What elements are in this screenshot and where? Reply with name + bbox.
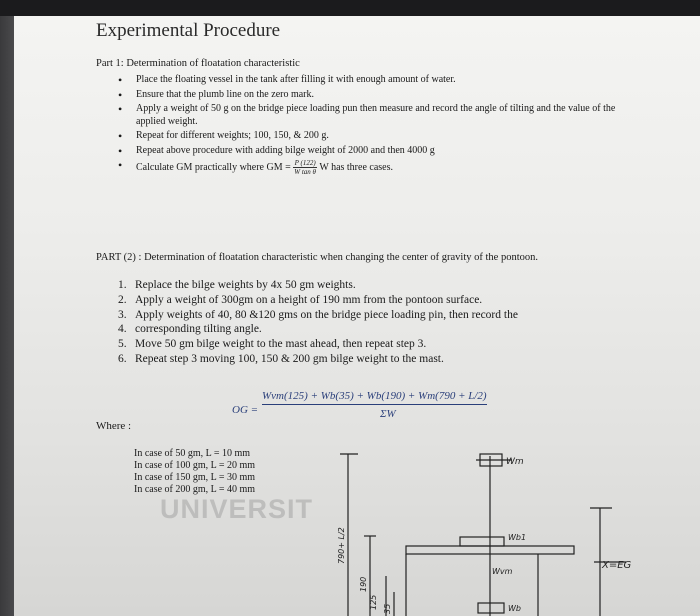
list-item: 1. Replace the bilge weights by 4x 50 gm weights. (118, 279, 356, 291)
sketch-label: 125 (369, 594, 378, 610)
gm-suffix: W has three cases. (319, 161, 393, 173)
formula-lhs: OG = (232, 404, 259, 416)
gm-numerator: P (122) (294, 159, 316, 167)
list-item: 6. Repeat step 3 moving 100, 150 & 200 gm bilge weight to the mast. (118, 352, 444, 365)
sketch-label: X=EG (602, 560, 632, 571)
document-page (14, 16, 700, 616)
top-bar (0, 0, 700, 16)
where-label: Where : (96, 420, 132, 432)
wb1-box (460, 537, 504, 546)
list-item: 4. corresponding tilting angle. (118, 323, 262, 336)
sketch-label: 35 (383, 603, 392, 614)
part2-heading: PART (2) : Determination of floatation characteristic when changing the center of gravity of the pontoon. (96, 252, 538, 263)
sketch-label: Wb (508, 604, 521, 613)
case-item: In case of 150 gm, L = 30 mm (134, 472, 256, 483)
list-item: • Apply a weight of 50 g on the bridge piece loading pun then measure and record the angle of tilting and the value of the applied weight. (118, 103, 638, 128)
pontoon-sketch (14, 16, 700, 616)
formula-denominator: ΣW (380, 408, 396, 420)
case-item: In case of 100 gm, L = 20 mm (134, 460, 256, 471)
left-edge (0, 16, 14, 616)
sketch-label: Wm (506, 457, 524, 467)
list-item: • Repeat for different weights; 100, 150, & 200 g. (118, 130, 638, 143)
sketch-label: Wb1 (508, 533, 527, 542)
sketch-label: Wvm (492, 567, 513, 576)
list-item: • Repeat above procedure with adding bilge weight of 2000 and then 4000 g (118, 145, 638, 158)
list-item: • Place the floating vessel in the tank after filling it with enough amount of water. (118, 74, 638, 87)
list-item: • Ensure that the plumb line on the zero mark. (118, 89, 638, 102)
list-item: 5. Move 50 gm bilge weight to the mast ahead, then repeat step 3. (118, 338, 427, 351)
part1-heading: Part 1: Determination of floatation characteristic (96, 58, 300, 69)
case-item: In case of 200 gm, L = 40 mm (134, 484, 256, 495)
page-title: Experimental Procedure (96, 20, 281, 41)
sketch-label: 190 (359, 576, 368, 592)
list-item: 2. Apply a weight of 300gm on a height of 190 mm from the pontoon surface. (118, 293, 483, 306)
watermark-logo: UNIVERSIT (160, 494, 314, 524)
sketch-label: 790+ L/2 (337, 527, 346, 564)
wb-box (478, 603, 504, 613)
formula-numerator: Wvm(125) + Wb(35) + Wb(190) + Wm(790 + L/2) (262, 390, 487, 405)
gm-text: Calculate GM practically where GM = (136, 161, 291, 173)
case-item: In case of 50 gm, L = 10 mm (134, 448, 251, 459)
list-item: 3. Apply weights of 40, 80 &120 gms on the bridge piece loading pin, then record the (118, 308, 518, 321)
gm-denominator: W tan θ (294, 168, 316, 176)
